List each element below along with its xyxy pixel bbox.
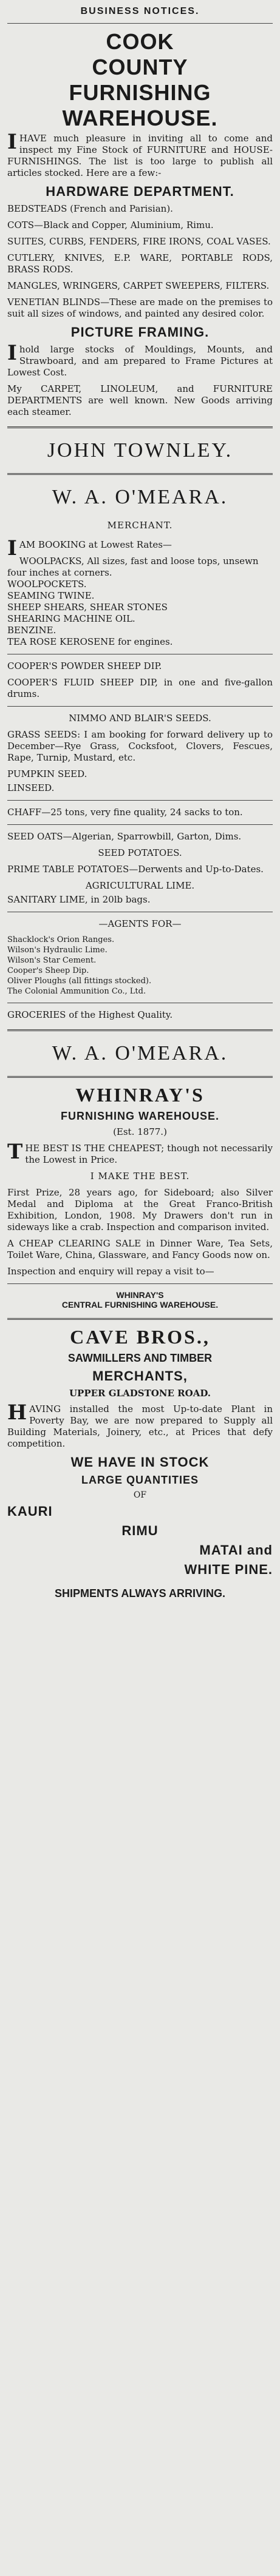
cave-line-2: SAWMILLERS AND TIMBER <box>67 1352 213 1364</box>
picture-framing-text: Ihold large stocks of Mouldings, Mounts, and Strawboard, and am prepared to Frame Pictures at Lowest Cost. <box>7 341 273 378</box>
divider <box>7 706 273 707</box>
timber-kauri: KAURI <box>7 1504 53 1519</box>
whinray-sign-1: WHINRAY'S <box>116 1290 164 1300</box>
groceries: GROCERIES of the Highest Quality. <box>7 1009 173 1020</box>
cave-address: UPPER GLADSTONE ROAD. <box>69 1388 211 1399</box>
divider <box>7 1283 273 1284</box>
list-item: Shacklock's Orion Ranges. <box>7 935 115 944</box>
omeara-signature: W. A. O'MEARA. <box>52 1042 228 1064</box>
omeara-subtitle: MERCHANT. <box>107 520 173 531</box>
list-item: Cooper's Sheep Dip. <box>7 966 89 975</box>
nimmo-heading: NIMMO AND BLAIR'S SEEDS. <box>69 713 211 724</box>
seed-oats: SEED OATS—Algerian, Sparrowbill, Garton, Dims. <box>7 831 242 842</box>
omeara-title: W. A. O'MEARA. <box>52 486 228 508</box>
divider <box>7 800 273 801</box>
cave-large: LARGE QUANTITIES <box>81 1474 199 1486</box>
list-item: Wilson's Star Cement. <box>7 956 97 965</box>
whinray-inspect: Inspection and enquiry will repay a visit to— <box>7 1266 214 1277</box>
prime-potatoes: PRIME TABLE POTATOES—Derwents and Up-to-Dates. <box>7 864 264 875</box>
cook-signature: JOHN TOWNLEY. <box>47 439 233 462</box>
hardware-item: CUTLERY, KNIVES, E.P. WARE, PORTABLE RODS, BRASS RODS. <box>7 252 273 275</box>
agricultural-lime: AGRICULTURAL LIME. <box>85 880 195 891</box>
cave-shipments: SHIPMENTS ALWAYS ARRIVING. <box>54 1587 226 1599</box>
dip-fluid: COOPER'S FLUID SHEEP DIP, in one and five-gallon drums. <box>7 677 273 699</box>
cook-title-line3: FURNISHING <box>69 80 211 105</box>
list-item: Oliver Ploughs (all fittings stocked). <box>7 977 152 986</box>
agents-list <box>7 935 273 997</box>
divider <box>7 1318 273 1320</box>
list-item: WOOLPACKS, All sizes, fast and loose tops, unsewn four inches at corners. <box>7 556 259 578</box>
whinray-make: I MAKE THE BEST. <box>90 1171 190 1182</box>
list-item: SHEARING MACHINE OIL. <box>7 613 135 624</box>
divider <box>7 824 273 825</box>
newspaper-column <box>5 0 275 1606</box>
list-item: SEAMING TWINE. <box>7 590 95 601</box>
hardware-item: VENETIAN BLINDS—These are made on the premises to suit all sizes of windows, and painted any desired color. <box>7 297 273 319</box>
cave-bros-advert <box>7 1326 273 1600</box>
whinray-established: (Est. 1877.) <box>113 1126 167 1137</box>
hardware-item: MANGLES, WRINGERS, CARPET SWEEPERS, FILTERS. <box>7 280 270 291</box>
list-item: Wilson's Hydraulic Lime. <box>7 946 108 955</box>
cave-of: OF <box>133 1490 147 1500</box>
whinray-best: THE BEST IS THE CHEAPEST; though not necessarily the Lowest in Price. <box>7 1140 273 1165</box>
cave-title: CAVE BROS., <box>70 1326 210 1348</box>
hardware-item: COTS—Black and Copper, Aluminium, Rimu. <box>7 220 214 230</box>
dip-powder: COOPER'S POWDER SHEEP DIP. <box>7 661 162 671</box>
omeara-booking: IAM BOOKING at Lowest Rates— <box>7 536 172 560</box>
divider <box>7 23 273 24</box>
whinray-sale: A CHEAP CLEARING SALE in Dinner Ware, Tea Sets, Toilet Ware, China, Glassware, and Fancy Goods now on. <box>7 1238 273 1260</box>
picture-framing-heading: PICTURE FRAMING. <box>70 325 210 340</box>
divider <box>7 473 273 475</box>
list-item: SHEEP SHEARS, SHEAR STONES <box>7 602 168 613</box>
timber-rimu: RIMU <box>121 1523 159 1538</box>
linseed: LINSEED. <box>7 782 55 793</box>
whinray-advert <box>7 1084 273 1310</box>
list-item: The Colonial Ammunition Co., Ltd. <box>7 987 146 996</box>
cook-title-line4: WAREHOUSE. <box>62 106 218 130</box>
omeara-items <box>7 556 273 648</box>
carpet-text: My CARPET, LINOLEUM, and FURNITURE DEPARTMENTS are well known. New Goods arriving each steamer. <box>7 383 273 417</box>
hardware-item: BEDSTEADS (French and Parisian). <box>7 203 173 214</box>
cave-text: HAVING installed the most Up-to-date Plant in Poverty Bay, we are now prepared to Supply all Building Materials, Joinery, etc., at Prices that defy competition. <box>7 1401 273 1449</box>
seed-potatoes: SEED POTATOES. <box>98 847 182 858</box>
omeara-advert <box>7 486 273 1065</box>
grass-seeds: GRASS SEEDS: I am booking for forward delivery up to December—Rye Grass, Cocksfoot, Clovers, Fescues, Rape, Turnip, Mustard, etc. <box>7 729 273 763</box>
hardware-item: SUITES, CURBS, FENDERS, FIRE IRONS, COAL VASES. <box>7 236 271 247</box>
chaff: CHAFF—25 tons, very fine quality, 24 sacks to ton. <box>7 807 243 818</box>
whinray-subtitle: FURNISHING WAREHOUSE. <box>60 1110 219 1122</box>
divider <box>7 426 273 428</box>
whinray-sign-2: CENTRAL FURNISHING WAREHOUSE. <box>61 1300 219 1310</box>
hardware-heading: HARDWARE DEPARTMENT. <box>46 184 234 199</box>
list-item: TEA ROSE KEROSENE for engines. <box>7 636 173 647</box>
timber-matai: MATAI and <box>199 1542 273 1558</box>
cave-stock-heading: WE HAVE IN STOCK <box>70 1454 210 1470</box>
cave-line-3: MERCHANTS, <box>92 1368 188 1384</box>
timber-white-pine: WHITE PINE. <box>184 1562 273 1577</box>
list-item: BENZINE. <box>7 625 56 636</box>
list-item: WOOLPOCKETS. <box>7 579 87 590</box>
cook-title-line1: COOK <box>106 29 174 54</box>
whinray-prize: First Prize, 28 years ago, for Sideboard; also Silver Medal and Diploma at the Great Franco-British Exhibition, London, 1908. My Drawers don't run in sideways like a crab. Inspection and comparison invited. <box>7 1187 273 1233</box>
divider <box>7 1029 273 1031</box>
cook-title-line2: COUNTY <box>92 55 188 79</box>
cook-intro: IHAVE much pleasure in inviting all to come and inspect my Fine Stock of FURNITURE and HOUSE-FURNISHINGS. The list is too large to publish all articles stocked. Here are a few:- <box>7 130 273 178</box>
agents-heading: —AGENTS FOR— <box>98 918 182 929</box>
divider <box>7 1076 273 1078</box>
whinray-title: WHINRAY'S <box>75 1084 205 1106</box>
section-header: BUSINESS NOTICES. <box>80 6 200 16</box>
pumpkin-seed: PUMPKIN SEED. <box>7 768 87 779</box>
cook-county-advert <box>7 30 273 462</box>
sanitary-lime: SANITARY LIME, in 20lb bags. <box>7 894 151 905</box>
